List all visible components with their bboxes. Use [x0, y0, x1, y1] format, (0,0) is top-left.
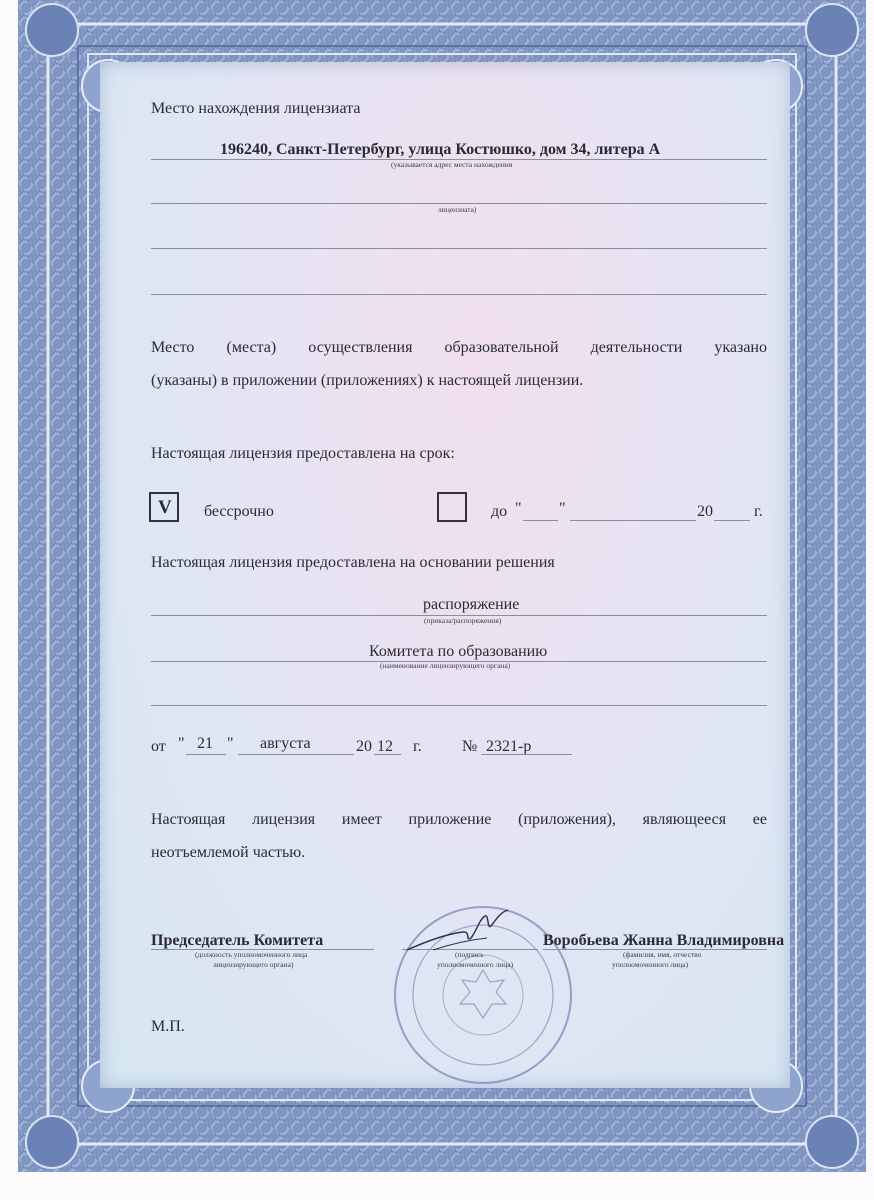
address-hint-1: (указывается адрес места нахождения	[391, 160, 513, 169]
check-mark-icon: V	[158, 497, 172, 518]
date-month: августа	[260, 735, 311, 752]
signature-hint-2: уполномоченного лица)	[437, 960, 514, 969]
date-day-line	[186, 754, 226, 755]
order-number: 2321-р	[486, 738, 532, 755]
basis-label: Настоящая лицензия предоставлена на основании решения	[151, 554, 555, 571]
until-checkbox	[437, 492, 467, 522]
address-line-4	[151, 294, 767, 295]
until-quote-open: "	[515, 500, 522, 517]
appendix-line-2: неотъемлемой частью.	[151, 844, 306, 861]
appendix-line-1: Настоящая лицензия имеет приложение (приложения), являющееся ее	[151, 811, 767, 828]
order-number-line	[481, 754, 572, 755]
order-number-sign: №	[462, 738, 478, 755]
activity-line-2: (указаны) в приложении (приложениях) к настоящей лицензии.	[151, 372, 584, 389]
date-year-prefix: 20	[356, 738, 372, 755]
signer-position-hint-1: (должность уполномоченного лица	[195, 950, 308, 959]
signer-position: Председатель Комитета	[151, 932, 324, 949]
date-year-label: г.	[413, 738, 422, 755]
signer-name-hint-1: (фамилия, имя, отчество	[623, 950, 702, 959]
date-from: от	[151, 738, 166, 755]
address-hint-2: лицензиата)	[438, 205, 477, 214]
date-year-suffix: 12	[377, 738, 393, 755]
signature-hint-1: (подпись	[455, 950, 484, 959]
guilloche-border-frame	[18, 0, 866, 1172]
activity-line-1: Место (места) осуществления образовательной деятельности указано	[151, 339, 767, 356]
date-month-line	[238, 754, 354, 755]
date-year-line	[374, 754, 401, 755]
basis-extra-line	[151, 705, 767, 706]
date-day: 21	[197, 735, 213, 752]
basis-doc-type: распоряжение	[423, 596, 520, 613]
date-quote-close: "	[227, 735, 234, 752]
indefinite-checkbox	[149, 492, 179, 522]
until-century: 20	[697, 503, 713, 520]
until-month-line	[570, 520, 696, 521]
until-day-line	[523, 520, 558, 521]
until-year-suffix: г.	[754, 503, 763, 520]
until-quote-close: "	[559, 500, 566, 517]
stamp-place-label: М.П.	[151, 1018, 185, 1035]
until-year-line	[714, 520, 750, 521]
date-quote-open: "	[178, 735, 185, 752]
signer-name-hint-2: уполномоченного лица)	[612, 960, 689, 969]
until-prefix: до	[491, 503, 508, 520]
signer-name: Воробьева Жанна Владимировна	[543, 932, 785, 949]
address-value: 196240, Санкт-Петербург, улица Костюшко, дом 34, литера А	[220, 141, 661, 158]
address-line-2	[151, 203, 767, 204]
address-line-3	[151, 248, 767, 249]
indefinite-label: бессрочно	[204, 503, 274, 520]
term-label: Настоящая лицензия предоставлена на срок:	[151, 445, 455, 462]
handwritten-signature	[405, 904, 510, 954]
document-body	[100, 62, 790, 1088]
basis-authority-hint: (наименование лицензирующего органа)	[380, 661, 511, 670]
basis-doc-type-hint: (приказа/распоряжения)	[424, 616, 502, 625]
location-label: Место нахождения лицензиата	[151, 100, 361, 117]
signer-position-hint-2: лицензирующего органа)	[213, 960, 294, 969]
basis-authority: Комитета по образованию	[369, 643, 548, 660]
